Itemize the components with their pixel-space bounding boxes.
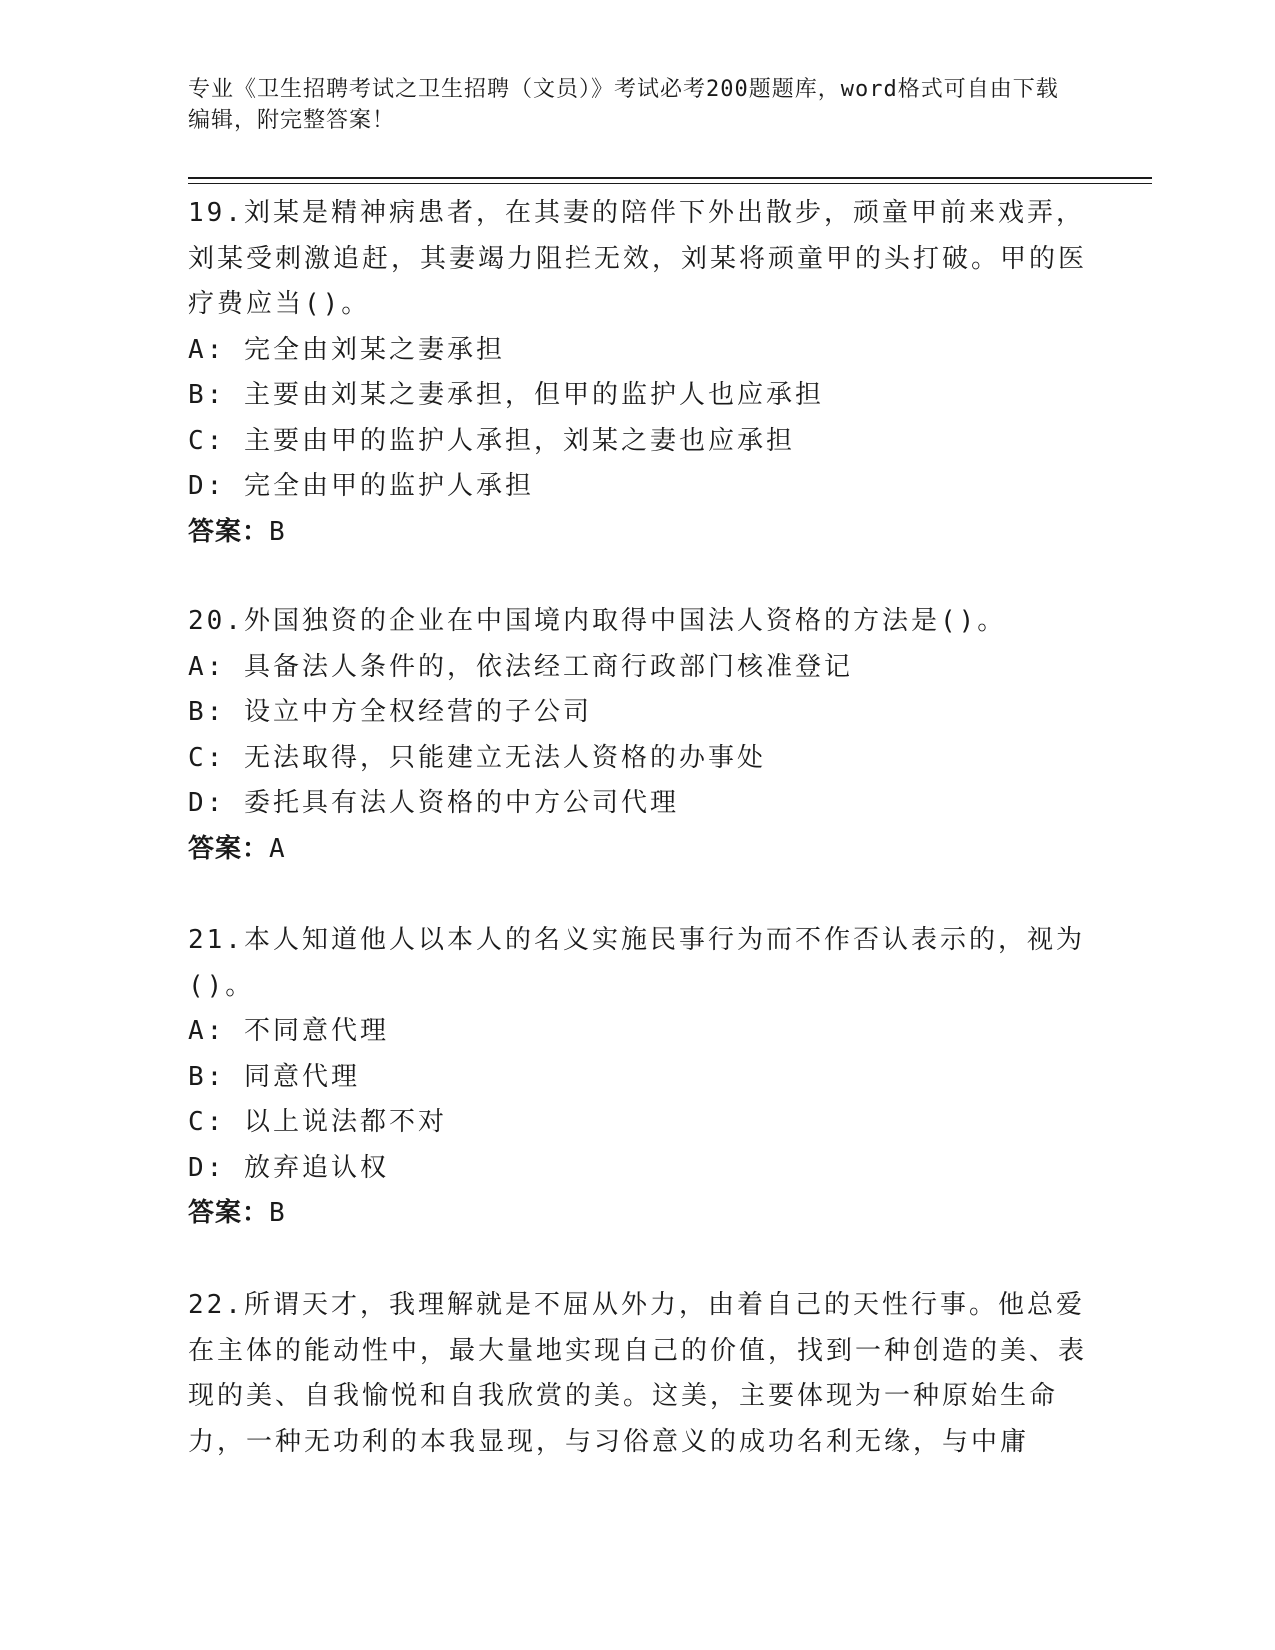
option-b: B: 同意代理 — [188, 1061, 360, 1092]
answer-line — [188, 1191, 1088, 1237]
answer-label: 答案： — [188, 833, 270, 864]
option-d: D: 完全由甲的监护人承担 — [188, 471, 534, 501]
option-b: B: 设立中方全权经营的子公司 — [188, 697, 592, 727]
option-b: B: 主要由刘某之妻承担，但甲的监护人也应承担 — [188, 380, 824, 410]
question-stem: 20.外国独资的企业在中国境内取得中国法人资格的方法是()。 — [188, 606, 1007, 636]
answer-line — [188, 827, 1088, 873]
question-22 — [188, 1283, 1088, 1465]
answer-value: B — [269, 1198, 286, 1228]
question-stem: 21.本人知道他人以本人的名义实施民事行为而不作否认表示的，视为()。 — [188, 925, 1085, 1001]
option-c: C: 无法取得，只能建立无法人资格的办事处 — [188, 742, 766, 773]
answer-line — [188, 510, 1088, 556]
option-c: C: 以上说法都不对 — [188, 1107, 447, 1137]
question-stem: 22.所谓天才，我理解就是不屈从外力，由着自己的天性行事。他总爱在主体的能动性中，最大量地实现自己的价值，找到一种创造的美、表现的美、自我愉悦和自我欣赏的美。这美，主要体现为一种原始生命力，一种无功利的本我显现，与习俗意义的成功名利无缘，与中庸 — [188, 1290, 1088, 1457]
option-a: A: 不同意代理 — [188, 1016, 389, 1046]
question-stem: 19.刘某是精神病患者，在其妻的陪伴下外出散步，顽童甲前来戏弄，刘某受刺激追赶，其妻竭力阻拦无效，刘某将顽童甲的头打破。甲的医疗费应当()。 — [188, 198, 1088, 319]
question-20 — [188, 599, 1088, 872]
answer-label: 答案： — [188, 516, 270, 547]
option-d: D: 放弃追认权 — [188, 1152, 389, 1183]
answer-value: B — [269, 516, 286, 547]
option-d: D: 委托具有法人资格的中方公司代理 — [188, 788, 679, 818]
header-divider-thick — [188, 177, 1152, 179]
option-a: A: 完全由刘某之妻承担 — [188, 334, 505, 365]
question-19 — [188, 191, 1088, 555]
answer-label: 答案： — [188, 1198, 270, 1228]
option-c: C: 主要由甲的监护人承担，刘某之妻也应承担 — [188, 425, 795, 456]
document-header: 专业《卫生招聘考试之卫生招聘（文员）》考试必考200题题库，word格式可自由下载编辑，附完整答案！ — [188, 77, 1059, 133]
header-divider-thin — [188, 183, 1152, 184]
answer-value: A — [269, 833, 286, 864]
option-a: A: 具备法人条件的，依法经工商行政部门核准登记 — [188, 651, 853, 682]
question-21 — [188, 918, 1088, 1237]
